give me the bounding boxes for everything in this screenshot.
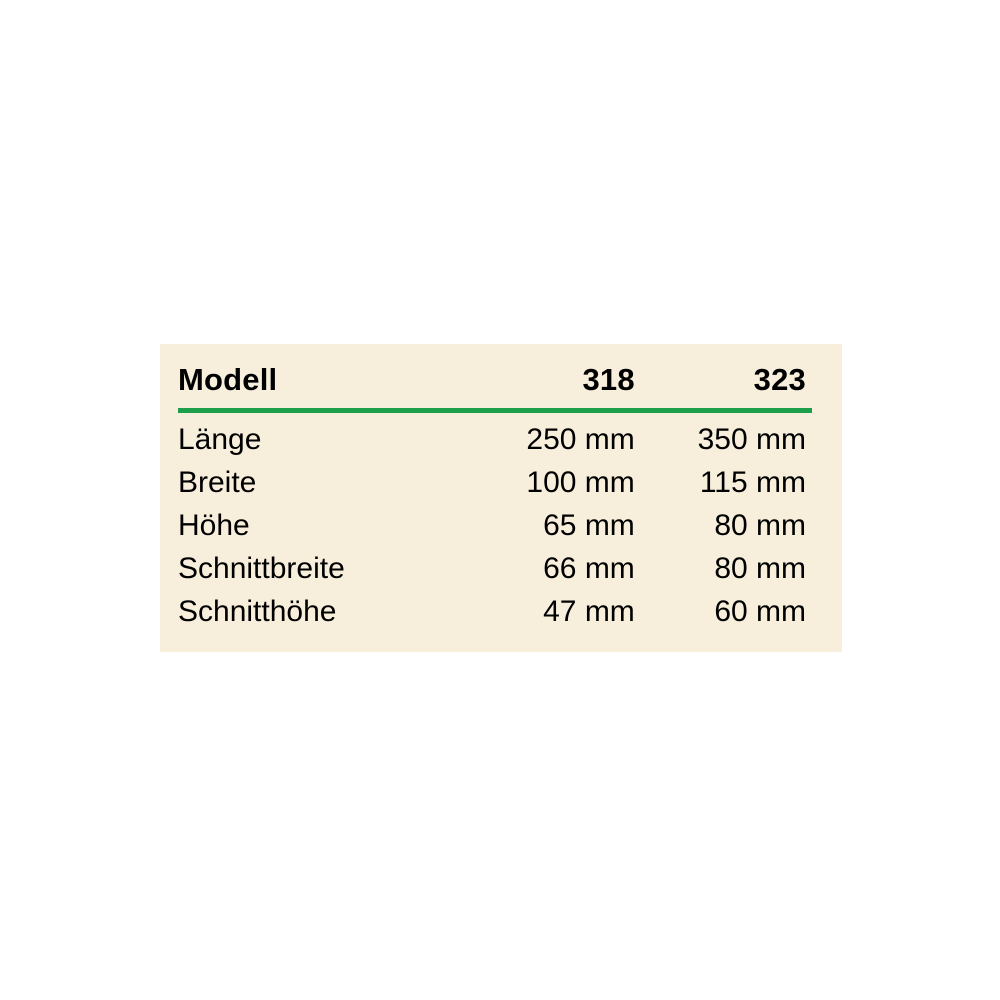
row-value-laenge-318: 250 mm — [526, 423, 635, 456]
table-row — [178, 505, 812, 548]
table-header — [178, 358, 812, 419]
table-row — [178, 591, 812, 634]
row-label-schnitthoehe: Schnitthöhe — [178, 595, 337, 628]
specification-table — [178, 358, 812, 634]
row-value-laenge-323: 350 mm — [697, 423, 806, 456]
table-row — [178, 419, 812, 462]
header-divider-cell — [178, 408, 812, 419]
row-value-breite-323: 115 mm — [699, 466, 806, 499]
row-value-schnitthoehe-323: 60 mm — [714, 595, 806, 628]
row-label-schnittbreite: Schnittbreite — [178, 552, 345, 585]
green-divider-line — [178, 408, 812, 413]
row-value-schnittbreite-323: 80 mm — [714, 552, 806, 585]
table-header-row — [178, 358, 812, 408]
column-header-318: 318 — [582, 362, 635, 397]
row-label-breite: Breite — [178, 466, 257, 499]
specification-table-panel — [160, 344, 842, 652]
row-label-laenge: Länge — [178, 423, 262, 456]
row-value-schnittbreite-318: 66 mm — [543, 552, 635, 585]
table-body — [178, 419, 812, 634]
row-value-schnitthoehe-318: 47 mm — [543, 595, 635, 628]
row-label-hoehe: Höhe — [178, 509, 250, 542]
table-row — [178, 462, 812, 505]
column-header-model: Modell — [178, 362, 278, 397]
header-divider-row — [178, 408, 812, 419]
row-value-breite-318: 100 mm — [526, 466, 635, 499]
row-value-hoehe-323: 80 mm — [714, 509, 806, 542]
row-value-hoehe-318: 65 mm — [543, 509, 635, 542]
column-header-323: 323 — [753, 362, 806, 397]
table-row — [178, 548, 812, 591]
